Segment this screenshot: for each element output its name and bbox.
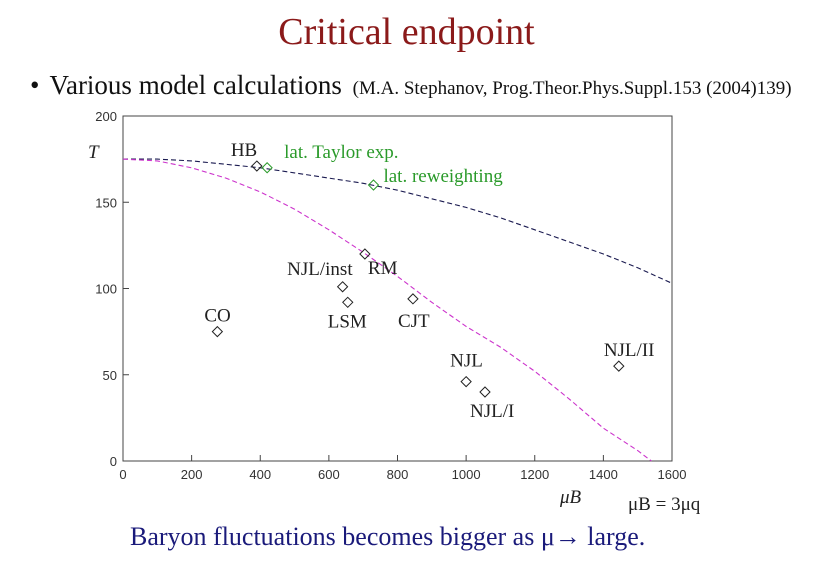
y-tick-label: 100 <box>95 281 117 297</box>
point-label-njl-inst: NJL/inst <box>287 258 353 280</box>
point-cjt <box>408 294 418 304</box>
x-tick-label: 1000 <box>451 467 481 482</box>
x-tick-label: 1400 <box>588 467 618 482</box>
point-label-lat-taylor-exp: lat. Taylor exp. <box>284 141 399 163</box>
point-lsm <box>343 297 353 307</box>
point-label-njl-i: NJL/I <box>469 401 515 422</box>
point-label-njl-ii: NJL/II <box>603 340 655 362</box>
point-label-njl: NJL <box>450 350 483 372</box>
x-tick-label: 400 <box>249 467 272 482</box>
tick-labels <box>95 109 686 482</box>
point-co <box>212 327 222 337</box>
x-tick-label: 0 <box>119 467 127 482</box>
bottom-statement: Baryon fluctuations becomes bigger as μ→ large. <box>130 522 646 551</box>
x-axis-label: μB <box>560 487 582 508</box>
bullet-text: Various model calculations <box>49 70 342 100</box>
y-tick-label: 50 <box>102 367 117 383</box>
x-tick-label: 1600 <box>657 467 687 482</box>
point-label-hb: HB <box>230 140 258 162</box>
point-label-lat-reweighting: lat. reweighting <box>383 166 503 187</box>
y-tick-label: 0 <box>109 454 117 469</box>
x-tick-label: 200 <box>180 467 203 482</box>
point-label-cjt: CJT <box>397 310 430 332</box>
curve-2 <box>123 159 651 461</box>
point-njl <box>461 377 471 387</box>
point-hb <box>252 161 262 171</box>
y-axis-label: T <box>88 142 99 163</box>
x-tick-label: 1200 <box>520 467 550 482</box>
point-label-lsm: LSM <box>327 311 367 333</box>
bullet-dot: • <box>30 70 40 100</box>
data-points <box>204 140 654 422</box>
x-tick-label: 800 <box>386 467 409 482</box>
point-njl-inst <box>338 282 348 292</box>
x-tick-label: 600 <box>318 467 340 482</box>
point-njl-i <box>480 387 490 397</box>
point-label-rm: RM <box>367 258 398 279</box>
point-njl-ii <box>614 361 624 371</box>
y-tick-label: 150 <box>95 195 117 211</box>
y-tick-label: 200 <box>95 109 117 124</box>
slide-title: Critical endpoint <box>278 11 535 53</box>
point-label-co: CO <box>204 305 231 327</box>
reference-text: (M.A. Stephanov, Prog.Theor.Phys.Suppl.153 (2004)139) <box>352 78 792 99</box>
formula: μB = 3μq <box>628 494 701 515</box>
